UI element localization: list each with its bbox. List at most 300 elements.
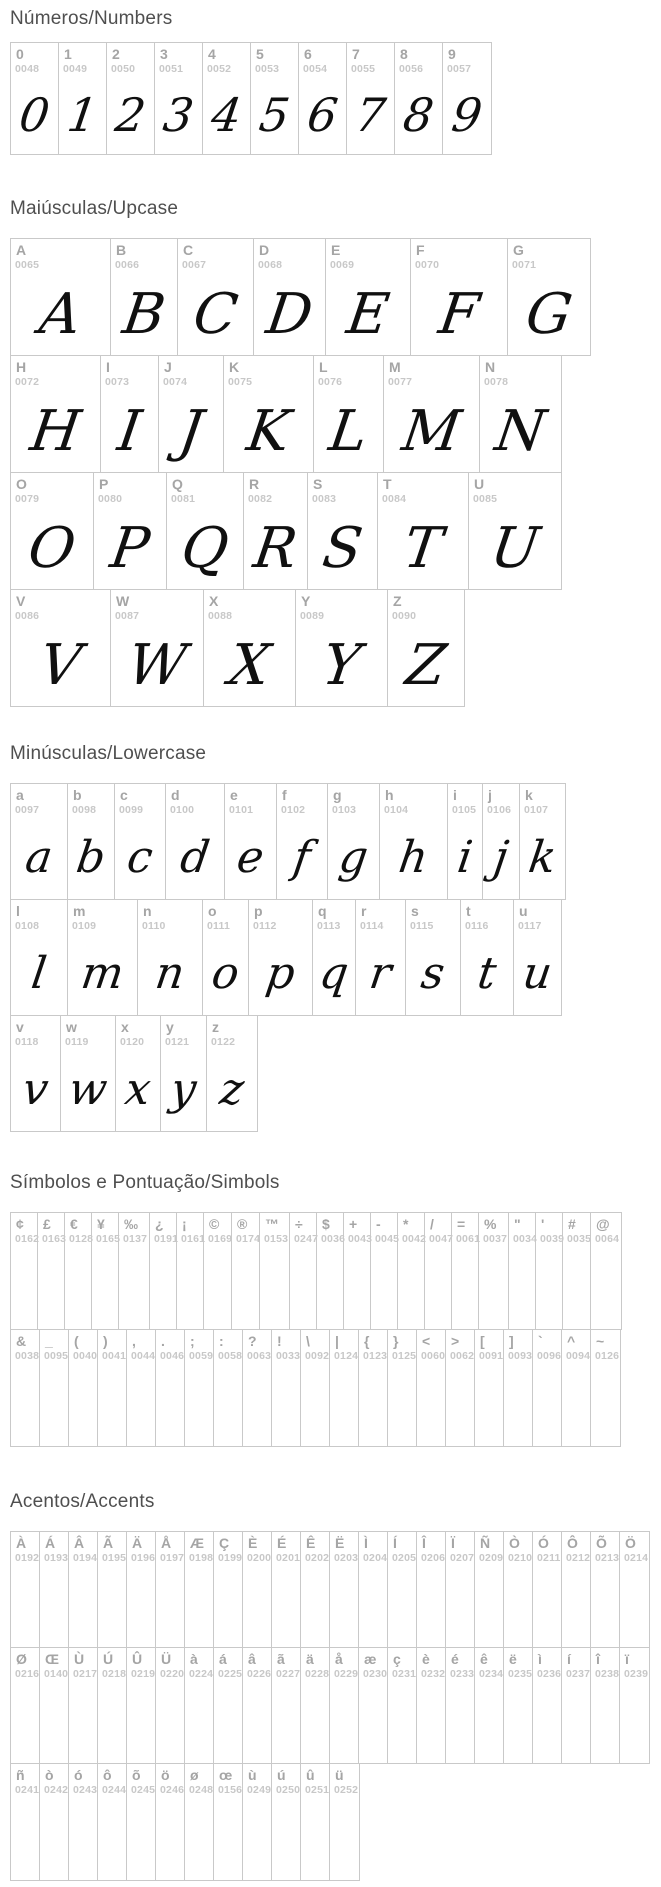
char-glyph: A: [35, 282, 86, 347]
char-label: W: [116, 593, 130, 609]
charmap-rows: [10, 42, 661, 155]
char-glyph: 9: [448, 88, 486, 142]
char-label: É: [277, 1535, 287, 1551]
char-cell: [272, 1330, 301, 1446]
char-cell: [260, 1213, 290, 1329]
char-code: 0251: [305, 1784, 330, 1796]
char-cell: [508, 239, 590, 355]
char-code: 0077: [388, 376, 413, 388]
char-label: l: [16, 903, 20, 919]
char-glyph: P: [106, 516, 154, 581]
char-code: 0196: [131, 1552, 156, 1564]
char-label: Å: [161, 1535, 172, 1551]
char-cell: [254, 239, 326, 355]
char-cell: [384, 356, 480, 472]
char-glyph: O: [24, 516, 80, 581]
char-label: Z: [393, 593, 402, 609]
char-cell: [562, 1330, 591, 1446]
char-label: f: [282, 787, 287, 803]
char-code: 0232: [421, 1668, 446, 1680]
char-cell: [272, 1648, 301, 1763]
char-label: Õ: [596, 1535, 607, 1551]
char-glyph: p: [262, 948, 299, 999]
char-cell: [591, 1648, 620, 1763]
char-glyph: M: [398, 399, 465, 464]
char-cell: [388, 1648, 417, 1763]
char-glyph: 3: [160, 88, 197, 142]
char-cell: [411, 239, 508, 355]
char-code: 0169: [208, 1233, 233, 1245]
char-label: Œ: [45, 1651, 59, 1667]
charmap-row: [10, 355, 562, 473]
char-cell: [395, 43, 443, 154]
char-code: 0111: [207, 920, 230, 932]
char-glyph: 7: [352, 88, 389, 142]
char-cell: [185, 1532, 214, 1647]
char-label: -: [376, 1216, 381, 1232]
char-label: ¿: [155, 1216, 164, 1232]
char-code: 0245: [131, 1784, 156, 1796]
char-code: 0089: [300, 610, 325, 622]
char-code: 0035: [567, 1233, 592, 1245]
char-label: Í: [393, 1535, 397, 1551]
char-cell: [156, 1532, 185, 1647]
char-cell: [448, 784, 483, 899]
char-glyph: 0: [16, 88, 53, 142]
char-code: 0237: [566, 1668, 591, 1680]
char-code: 0050: [111, 63, 136, 75]
char-label: £: [43, 1216, 51, 1232]
char-cell: [243, 1532, 272, 1647]
char-label: M: [389, 359, 401, 375]
char-cell: [378, 473, 469, 589]
char-label: V: [16, 593, 26, 609]
char-label: ç: [393, 1651, 401, 1667]
char-code: 0072: [15, 376, 40, 388]
char-label: ‰: [124, 1216, 138, 1232]
char-code: 0197: [160, 1552, 185, 1564]
char-glyph: D: [262, 282, 317, 347]
char-cell: [359, 1532, 388, 1647]
char-label: B: [116, 242, 127, 258]
char-code: 0119: [65, 1036, 89, 1048]
char-cell: [533, 1648, 562, 1763]
char-code: 0088: [208, 610, 233, 622]
char-label: Ô: [567, 1535, 578, 1551]
char-cell: [11, 900, 68, 1015]
char-cell: [452, 1213, 479, 1329]
char-cell: [98, 1648, 127, 1763]
char-label: ñ: [16, 1767, 25, 1783]
char-label: E: [331, 242, 341, 258]
char-cell: [328, 784, 380, 899]
char-code: 0174: [236, 1233, 261, 1245]
char-label: Ü: [161, 1651, 172, 1667]
char-glyph: X: [224, 633, 275, 698]
char-cell: [299, 43, 347, 154]
char-cell: [204, 590, 296, 706]
char-code: 0067: [182, 259, 207, 271]
char-cell: [301, 1764, 330, 1880]
char-code: 0238: [595, 1668, 620, 1680]
char-cell: [301, 1648, 330, 1763]
char-code: 0211: [537, 1552, 561, 1564]
char-code: 0091: [479, 1350, 504, 1362]
char-code: 0213: [595, 1552, 620, 1564]
char-cell: [620, 1532, 649, 1647]
char-code: 0042: [402, 1233, 427, 1245]
char-cell: [504, 1648, 533, 1763]
char-cell: [249, 900, 313, 1015]
char-cell: [69, 1330, 98, 1446]
char-label: œ: [219, 1767, 233, 1783]
char-label: Ã: [103, 1535, 114, 1551]
char-cell: [475, 1532, 504, 1647]
char-cell: [520, 784, 565, 899]
char-cell: [127, 1764, 156, 1880]
char-code: 0200: [247, 1552, 272, 1564]
char-glyph: u: [519, 948, 556, 999]
char-label: ©: [209, 1216, 220, 1232]
char-cell: [330, 1330, 359, 1446]
char-code: 0037: [483, 1233, 508, 1245]
char-code: 0244: [102, 1784, 127, 1796]
char-code: 0246: [160, 1784, 185, 1796]
char-cell: [243, 1764, 272, 1880]
char-cell: [417, 1330, 446, 1446]
char-glyph: l: [28, 948, 50, 999]
char-cell: [469, 473, 561, 589]
char-code: 0074: [163, 376, 188, 388]
char-label: ø: [190, 1767, 199, 1783]
char-code: 0217: [73, 1668, 98, 1680]
char-cell: [243, 1648, 272, 1763]
char-cell: [504, 1532, 533, 1647]
char-code: 0047: [429, 1233, 454, 1245]
char-code: 0247: [294, 1233, 319, 1245]
char-glyph: S: [318, 516, 367, 581]
char-glyph: n: [152, 948, 188, 999]
char-label: ?: [248, 1333, 257, 1349]
char-code: 0070: [415, 259, 440, 271]
char-code: 0228: [305, 1668, 330, 1680]
char-cell: [11, 1330, 40, 1446]
charmap-row: [10, 1212, 622, 1330]
char-glyph: d: [177, 832, 213, 883]
char-glyph: r: [366, 948, 395, 999]
char-label: H: [16, 359, 27, 375]
char-label: d: [171, 787, 180, 803]
char-code: 0241: [15, 1784, 40, 1796]
char-glyph: e: [233, 832, 268, 883]
char-label: z: [212, 1019, 219, 1035]
char-glyph: 4: [208, 88, 245, 142]
char-code: 0140: [44, 1668, 69, 1680]
char-cell: [92, 1213, 119, 1329]
char-glyph: F: [434, 282, 483, 347]
char-cell: [203, 900, 249, 1015]
char-cell: [68, 900, 138, 1015]
charmap-row: [10, 42, 492, 155]
char-code: 0116: [465, 920, 489, 932]
char-code: 0055: [351, 63, 376, 75]
section-symbols: [10, 1132, 661, 1447]
char-label: 3: [160, 46, 168, 62]
char-label: y: [166, 1019, 174, 1035]
char-label: í: [567, 1651, 571, 1667]
char-cell: [203, 43, 251, 154]
char-cell: [380, 784, 448, 899]
char-cell: [388, 1532, 417, 1647]
char-code: 0153: [264, 1233, 289, 1245]
char-code: 0234: [479, 1668, 504, 1680]
char-label: Ö: [625, 1535, 636, 1551]
char-label: T: [383, 476, 392, 492]
char-code: 0118: [15, 1036, 39, 1048]
char-code: 0101: [229, 804, 254, 816]
char-cell: [504, 1330, 533, 1446]
char-code: 0102: [281, 804, 306, 816]
char-code: 0065: [15, 259, 40, 271]
char-code: 0054: [303, 63, 328, 75]
char-cell: [127, 1330, 156, 1446]
char-label: Ê: [306, 1535, 316, 1551]
char-label: U: [474, 476, 485, 492]
char-glyph: q: [316, 948, 352, 999]
char-code: 0069: [330, 259, 355, 271]
char-code: 0109: [72, 920, 97, 932]
char-code: 0250: [276, 1784, 301, 1796]
char-code: 0041: [102, 1350, 127, 1362]
char-label: /: [430, 1216, 434, 1232]
char-code: 0137: [123, 1233, 148, 1245]
char-cell: [425, 1213, 452, 1329]
char-cell: [301, 1330, 330, 1446]
char-label: s: [411, 903, 419, 919]
char-glyph: f: [290, 832, 314, 883]
char-cell: [356, 900, 406, 1015]
char-code: 0045: [375, 1233, 400, 1245]
char-cell: [533, 1532, 562, 1647]
char-label: 7: [352, 46, 360, 62]
char-cell: [150, 1213, 177, 1329]
char-cell: [167, 473, 244, 589]
char-cell: [207, 1016, 257, 1131]
char-cell: [591, 1532, 620, 1647]
char-glyph: k: [525, 832, 560, 883]
char-cell: [178, 239, 254, 355]
char-glyph: V: [35, 633, 86, 698]
char-cell: [443, 43, 491, 154]
char-cell: [111, 590, 204, 706]
char-code: 0243: [73, 1784, 98, 1796]
char-cell: [232, 1213, 260, 1329]
char-cell: [533, 1330, 562, 1446]
char-cell: [214, 1330, 243, 1446]
char-code: 0216: [15, 1668, 40, 1680]
char-code: 0125: [392, 1350, 417, 1362]
char-label: ¡: [182, 1216, 187, 1232]
char-glyph: j: [490, 832, 512, 883]
char-code: 0106: [487, 804, 512, 816]
char-cell: [11, 1764, 40, 1880]
char-label: e: [230, 787, 238, 803]
char-code: 0078: [484, 376, 509, 388]
section-heading: Números/Numbers: [10, 8, 173, 29]
char-code: 0114: [360, 920, 384, 932]
char-cell: [11, 1016, 61, 1131]
char-code: 0056: [399, 63, 424, 75]
char-glyph: a: [22, 832, 56, 883]
charmap-rows: [10, 783, 661, 1132]
char-code: 0062: [450, 1350, 475, 1362]
char-glyph: B: [118, 282, 170, 347]
char-label: Ç: [219, 1535, 230, 1551]
char-cell: [166, 784, 225, 899]
char-cell: [98, 1330, 127, 1446]
char-code: 0239: [624, 1668, 649, 1680]
char-code: 0198: [189, 1552, 214, 1564]
char-code: 0094: [566, 1350, 591, 1362]
char-cell: [127, 1648, 156, 1763]
char-glyph: 2: [112, 88, 149, 142]
char-label: ": [514, 1216, 521, 1232]
char-label: 6: [304, 46, 312, 62]
char-label: Ë: [335, 1535, 345, 1551]
char-glyph: m: [78, 948, 127, 999]
charmap-row: [10, 1015, 258, 1132]
char-code: 0248: [189, 1784, 214, 1796]
char-label: 8: [400, 46, 408, 62]
char-label: î: [596, 1651, 600, 1667]
char-label: <: [422, 1333, 431, 1349]
char-cell: [40, 1532, 69, 1647]
char-label: !: [277, 1333, 282, 1349]
char-label: {: [364, 1333, 370, 1349]
char-label: Ò: [509, 1535, 520, 1551]
char-cell: [562, 1532, 591, 1647]
char-label: ê: [480, 1651, 488, 1667]
char-code: 0052: [207, 63, 232, 75]
char-cell: [272, 1532, 301, 1647]
char-label: Ù: [74, 1651, 85, 1667]
char-code: 0040: [73, 1350, 98, 1362]
charmap-rows: [10, 1531, 661, 1881]
char-code: 0224: [189, 1668, 214, 1680]
char-glyph: U: [486, 516, 544, 581]
char-code: 0057: [447, 63, 472, 75]
char-cell: [483, 784, 520, 899]
char-label: x: [121, 1019, 129, 1035]
char-code: 0210: [508, 1552, 533, 1564]
char-label: I: [106, 359, 110, 375]
char-cell: [417, 1648, 446, 1763]
char-code: 0039: [540, 1233, 565, 1245]
char-label: ú: [277, 1767, 286, 1783]
char-label: A: [16, 242, 27, 258]
char-label: .: [161, 1333, 165, 1349]
char-code: 0194: [73, 1552, 98, 1564]
char-cell: [562, 1648, 591, 1763]
char-glyph: h: [395, 832, 432, 883]
char-label: 4: [208, 46, 216, 62]
charmap-row: [10, 1763, 360, 1881]
char-label: ó: [74, 1767, 83, 1783]
char-cell: [38, 1213, 65, 1329]
char-code: 0090: [392, 610, 417, 622]
char-code: 0113: [317, 920, 341, 932]
char-label: ): [103, 1333, 108, 1349]
char-label: ¥: [97, 1216, 105, 1232]
char-label: +: [349, 1216, 358, 1232]
char-code: 0087: [115, 610, 140, 622]
char-label: :: [219, 1333, 224, 1349]
char-code: 0199: [218, 1552, 243, 1564]
char-label: g: [333, 787, 342, 803]
char-glyph: s: [418, 948, 448, 999]
char-code: 0191: [154, 1233, 179, 1245]
char-glyph: v: [19, 1064, 52, 1115]
char-cell: [65, 1213, 92, 1329]
char-cell: [277, 784, 328, 899]
char-code: 0209: [479, 1552, 504, 1564]
char-label: _: [45, 1333, 53, 1349]
char-label: c: [120, 787, 128, 803]
char-label: ì: [538, 1651, 542, 1667]
charmap-row: [10, 1329, 621, 1447]
char-label: â: [248, 1651, 256, 1667]
char-cell: [330, 1648, 359, 1763]
char-code: 0105: [452, 804, 477, 816]
charmap-row: [10, 783, 566, 900]
char-code: 0051: [159, 63, 184, 75]
char-code: 0086: [15, 610, 40, 622]
char-label: v: [16, 1019, 24, 1035]
char-code: 0124: [334, 1350, 359, 1362]
char-code: 0100: [170, 804, 195, 816]
char-code: 0227: [276, 1668, 301, 1680]
char-label: i: [453, 787, 457, 803]
char-label: Ø: [16, 1651, 27, 1667]
char-code: 0229: [334, 1668, 359, 1680]
char-cell: [359, 1330, 388, 1446]
char-label: a: [16, 787, 24, 803]
char-code: 0071: [512, 259, 537, 271]
char-cell: [159, 356, 224, 472]
char-code: 0121: [165, 1036, 190, 1048]
char-code: 0110: [142, 920, 166, 932]
char-label: Ä: [132, 1535, 143, 1551]
char-cell: [204, 1213, 232, 1329]
char-label: 0: [16, 46, 24, 62]
char-label: N: [485, 359, 496, 375]
char-label: è: [422, 1651, 430, 1667]
char-cell: [11, 239, 111, 355]
char-code: 0242: [44, 1784, 69, 1796]
char-cell: [326, 239, 411, 355]
char-code: 0095: [44, 1350, 69, 1362]
char-code: 0061: [456, 1233, 481, 1245]
char-label: t: [466, 903, 471, 919]
char-glyph: E: [342, 282, 394, 347]
charmap-rows: [10, 238, 661, 707]
char-glyph: o: [208, 948, 243, 999]
char-label: |: [335, 1333, 339, 1349]
char-glyph: t: [474, 948, 500, 999]
char-label: }: [393, 1333, 399, 1349]
char-code: 0080: [98, 493, 123, 505]
char-label: Á: [45, 1535, 56, 1551]
